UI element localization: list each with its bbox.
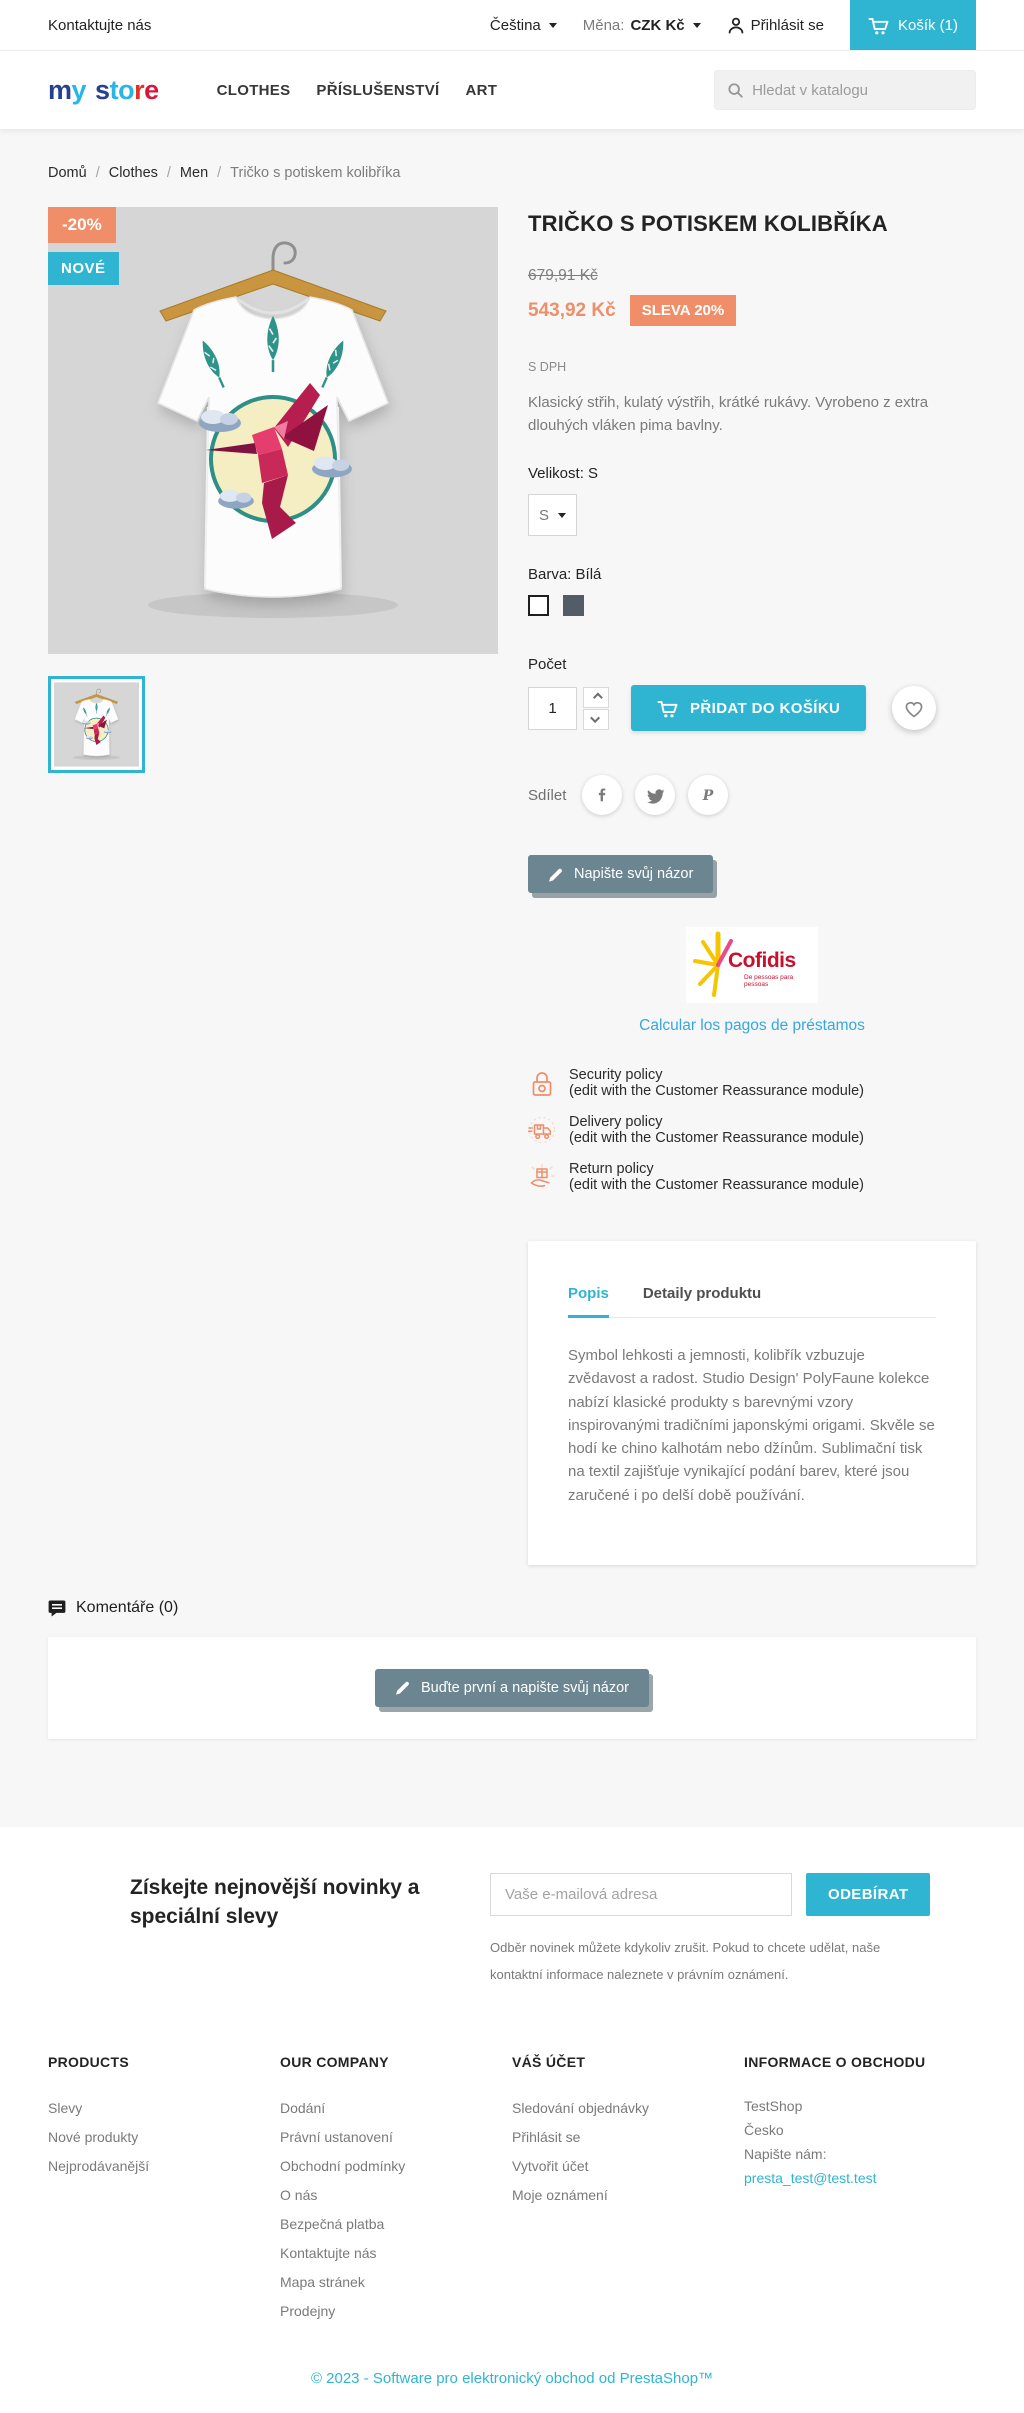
footer-link-prodejny[interactable]: Prodejny [280,2303,336,2320]
breadcrumb-men[interactable]: Men [179,165,209,181]
footer-link-kontaktujte-nas[interactable]: Kontaktujte nás [280,2245,377,2262]
tax-label: S DPH [528,360,567,374]
chevron-down-icon [549,23,557,28]
search-box [714,70,976,110]
loan-payment-calculator-link[interactable]: Calcular los pagos de préstamos [639,1017,865,1034]
footer-column-title: OUR COMPANY [280,2054,389,2071]
share-pinterest-button[interactable] [688,775,728,815]
product-thumbnail[interactable] [48,676,145,773]
footer-column-title: INFORMACE O OBCHODU [744,2054,926,2071]
tab-product-details[interactable]: Detaily produktu [642,1285,762,1302]
chevron-down-icon [693,23,701,28]
footer-column-company [280,2054,512,2326]
return-policy-title: Return policy [569,1161,654,1177]
tab-description[interactable]: Popis [568,1285,609,1318]
footer-column-title: PRODUCTS [48,2054,129,2071]
store-country: Česko [744,2122,784,2139]
cofidis-brand: Cofidis [728,949,796,972]
add-to-cart-button[interactable] [631,685,866,731]
footer-link-pravni-ustanoveni[interactable]: Právní ustanovení [280,2129,393,2146]
language-value: Čeština [489,16,541,34]
old-price: 679,91 Kč [528,267,598,284]
security-policy-subtitle: (edit with the Customer Reassurance module) [569,1083,864,1099]
footer-link-vytvorit-ucet[interactable]: Vytvořit účet [512,2158,589,2175]
currency-value: CZK Kč [630,16,685,34]
footer-link-sledovani-objednavky[interactable]: Sledování objednávky [512,2100,649,2117]
short-description: Klasický střih, kulatý výstřih, krátké rukávy. Vyrobeno z extra dlouhých vláken pima bavlny. [528,394,929,434]
security-policy-block [528,1067,976,1099]
quantity-decrement-button[interactable] [583,709,609,730]
product-image[interactable] [48,207,498,654]
page-title: TRIČKO S POTISKEM KOLIBŘÍKA [528,211,888,236]
color-label: Barva: Bílá [528,566,602,583]
breadcrumb-home[interactable]: Domů [48,165,87,181]
size-label: Velikost: S [528,465,599,482]
currency-label: Měna: [582,16,625,34]
truck-icon [528,1116,556,1144]
cart-button[interactable] [850,0,976,50]
be-first-review-button[interactable] [375,1669,649,1707]
chevron-down-icon [558,513,566,518]
newsletter-heading: Získejte nejnovější novinky a speciální slevy [130,1875,420,1929]
signin-label: Přihlásit se [750,16,824,34]
nav-item-accessories[interactable]: PŘÍSLUŠENSTVÍ [316,81,440,99]
current-price: 543,92 Kč [528,299,616,321]
signin-link[interactable] [727,16,824,35]
share-facebook-button[interactable] [582,775,622,815]
currency-selector[interactable] [583,17,701,34]
delivery-policy-subtitle: (edit with the Customer Reassurance module) [569,1130,864,1146]
user-icon [727,16,745,35]
copyright-link[interactable]: © 2023 - Software pro elektronický obchod od PrestaShop™ [310,2370,714,2388]
cofidis-logo[interactable] [686,927,818,1003]
twitter-icon [646,787,665,804]
newsletter-note [490,1934,930,1989]
wishlist-button[interactable] [892,686,936,730]
cart-icon [868,16,889,35]
search-icon [727,81,743,99]
new-badge: NOVÉ [48,252,119,285]
store-logo[interactable]: my store [48,74,159,105]
footer-link-nove-produkty[interactable]: Nové produkty [48,2129,139,2146]
footer-link-obchodni-podminky[interactable]: Obchodní podmínky [280,2158,406,2175]
quantity-input[interactable] [528,687,577,730]
store-email-link[interactable]: presta_test@test.test [744,2170,877,2187]
pinterest-icon [699,786,717,804]
cart-icon [657,699,678,718]
comment-icon [48,1599,66,1617]
discount-label-badge: SLEVA 20% [630,295,737,326]
quantity-stepper [528,687,609,730]
return-policy-block [528,1161,976,1193]
lock-icon [528,1069,556,1098]
security-policy-title: Security policy [569,1067,663,1083]
quantity-increment-button[interactable] [583,687,609,708]
facebook-icon [593,786,612,804]
footer-link-moje-oznameni[interactable]: Moje oznámení [512,2187,608,2204]
newsletter-note-line2: kontaktní informace naleznete v právním oznámení. [490,1967,789,1983]
footer-link-slevy[interactable]: Slevy [48,2100,83,2117]
comments-heading: Komentáře (0) [76,1598,179,1616]
product-tabs-card [528,1241,976,1565]
discount-badge: -20% [48,207,116,243]
empty-reviews-card [48,1637,976,1739]
tshirt-thumbnail-image [54,682,139,767]
newsletter-section [48,1873,976,1989]
delivery-policy-block [528,1114,976,1146]
footer-column-store-info [744,2054,976,2326]
footer-column-products [48,2054,280,2326]
heart-icon [903,698,925,719]
pencil-icon [548,867,563,882]
footer [0,1827,1024,2413]
return-policy-subtitle: (edit with the Customer Reassurance module) [569,1177,864,1193]
nav-item-clothes[interactable]: CLOTHES [216,81,291,99]
footer-column-title: VÁŠ ÚČET [512,2054,586,2071]
breadcrumb-current: Tričko s potiskem kolibříka [230,165,401,181]
newsletter-note-line1: Odběr novinek můžete kdykoliv zrušit. Pokud to chcete udělat, naše [490,1939,881,1955]
footer-link-dodani[interactable]: Dodání [280,2100,326,2117]
share-twitter-button[interactable] [635,775,675,815]
color-swatch-black[interactable] [563,595,584,616]
write-review-label: Napište svůj názor [574,866,694,882]
breadcrumb-clothes[interactable]: Clothes [108,165,158,181]
product-long-description: Symbol lehkosti a jemnosti, kolibřík vzbuzuje zvědavost a radost. Studio Design' PolyFaune kolekce nabízí klasické produkty s barevnými vzory inspirovanými tradičními japonskými origami. Skvěle se hodí ke chino kalhotám nebo džínům. Sublimační tisk na textil zajišťuje vynikající podání barev, které jsou zaručené i po delší době používání. [568,1347,935,1504]
size-select-value: S [538,506,549,524]
header [0,51,1024,129]
footer-link-nejprodavanejsi[interactable]: Nejprodávanější [48,2158,150,2175]
cofidis-tagline: De pessoas para pessoas [744,974,794,988]
color-swatch-white[interactable] [528,595,549,616]
main-nav [217,82,498,99]
footer-link-mapa-stranek[interactable]: Mapa stránek [280,2274,365,2291]
svg-text:P: P [703,788,714,804]
pencil-icon [395,1680,410,1695]
size-select[interactable] [528,494,577,536]
contact-link[interactable]: Kontaktujte nás [48,16,152,34]
footer-column-account [512,2054,744,2326]
footer-link-bezpecna-platba[interactable]: Bezpečná platba [280,2216,385,2233]
write-review-button[interactable] [528,855,713,893]
breadcrumb: Domů / Clothes / Men / Tričko s potiskem kolibříka [48,165,401,181]
newsletter-email-input[interactable] [490,1873,792,1916]
search-input[interactable] [752,82,963,99]
return-box-icon [528,1163,556,1188]
footer-link-o-nas[interactable]: O nás [280,2187,318,2204]
nav-item-art[interactable]: ART [465,81,498,99]
store-contact-label: Napište nám: [744,2146,827,2163]
subscribe-button[interactable]: ODEBÍRAT [806,1873,930,1916]
store-name: TestShop [744,2098,803,2115]
footer-link-prihlasit-se[interactable]: Přihlásit se [512,2129,581,2146]
language-selector[interactable] [490,17,557,34]
chevron-up-icon [592,692,602,702]
delivery-policy-title: Delivery policy [569,1114,663,1130]
chevron-down-icon [590,713,600,723]
top-bar [0,0,1024,51]
share-label: Sdílet [528,786,567,804]
be-first-review-label: Buďte první a napište svůj názor [421,1679,629,1696]
add-to-cart-label: PŘIDAT DO KOŠÍKU [690,699,841,717]
cart-label: Košík (1) [897,16,958,34]
quantity-label: Počet [528,656,567,673]
